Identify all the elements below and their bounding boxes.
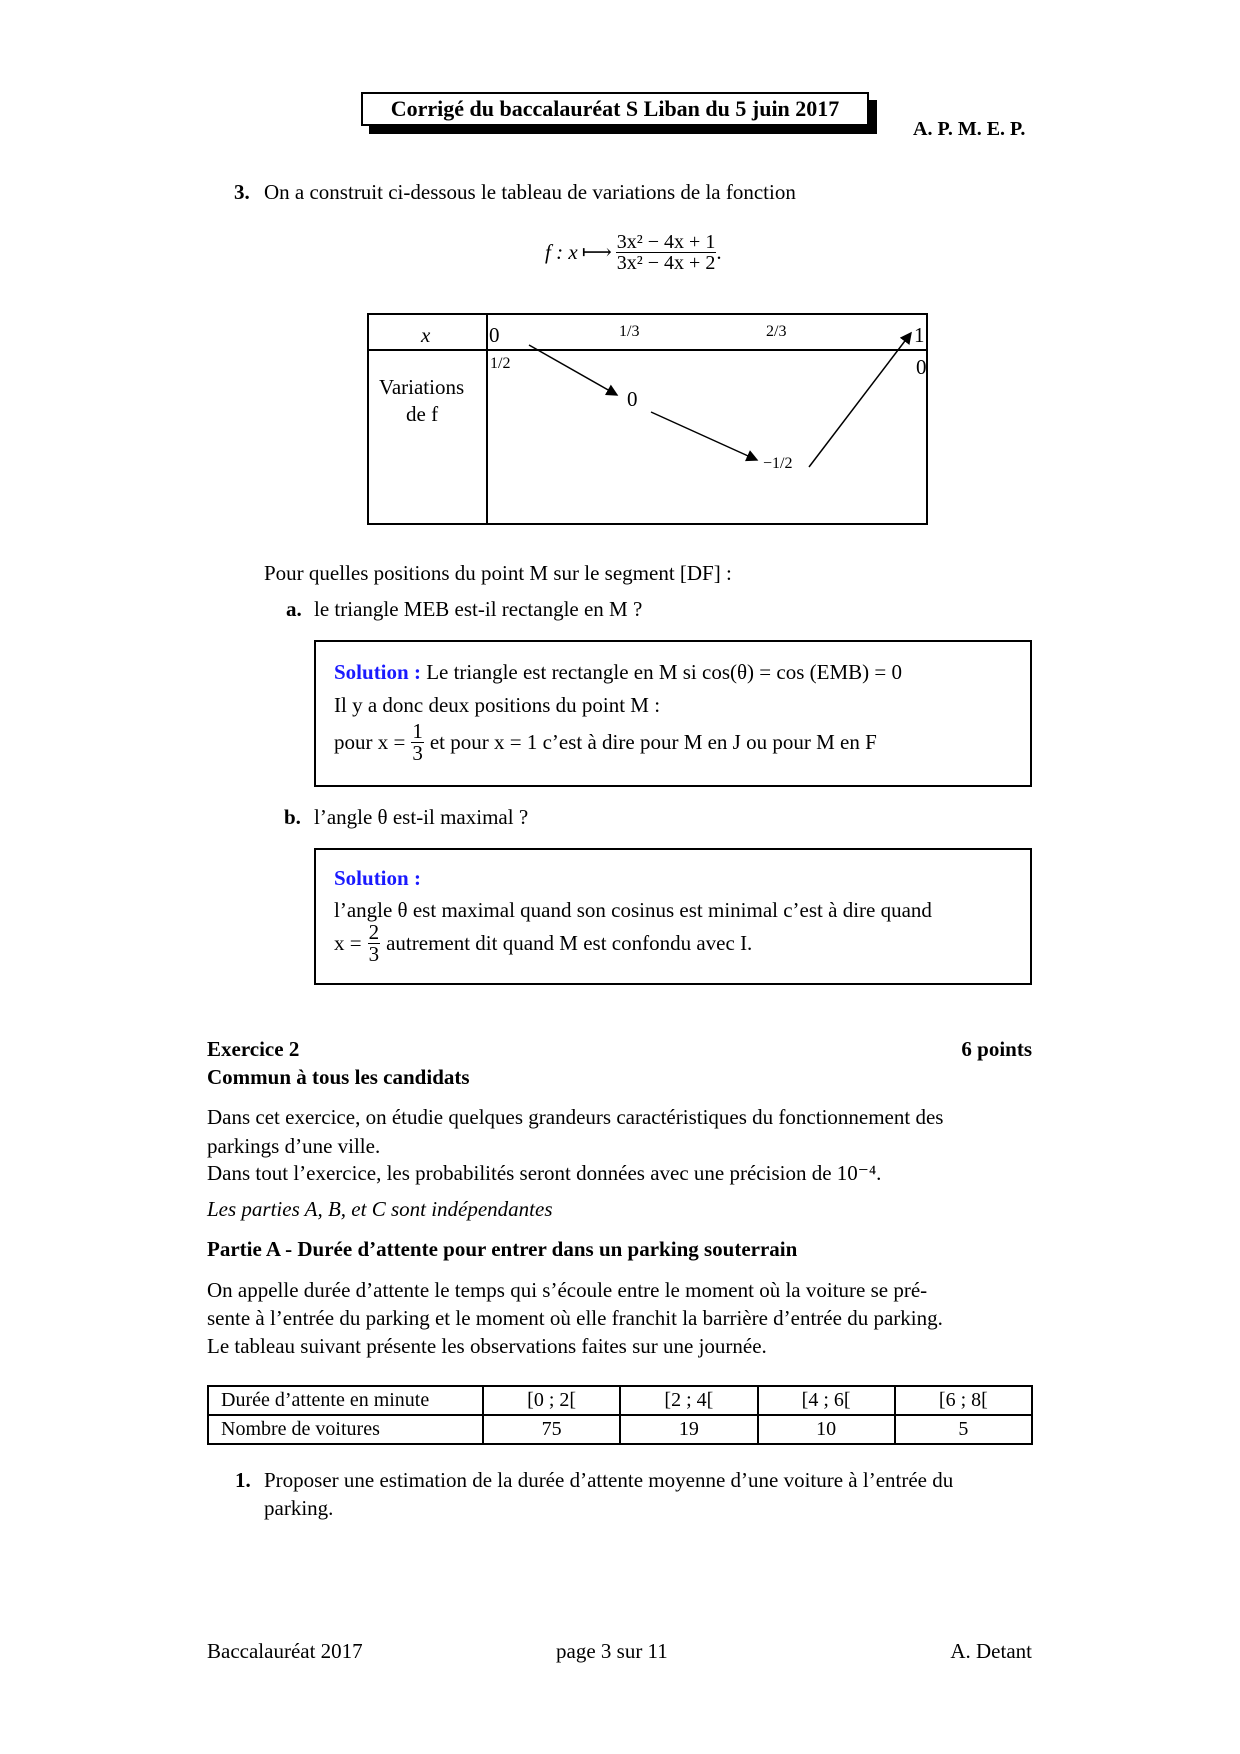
formula-denominator: 3x² − 4x + 2 xyxy=(616,252,716,274)
x-value: 1 xyxy=(914,323,925,347)
paragraph: Dans tout l’exercice, les probabilités seront données avec une précision de 10⁻⁴. xyxy=(207,1161,882,1185)
fraction xyxy=(411,721,424,764)
decreasing-arrow xyxy=(651,412,757,460)
formula-lhs: f : x xyxy=(545,240,578,264)
table-cell: [0 ; 2[ xyxy=(483,1386,620,1415)
numerator: 1 xyxy=(412,719,423,743)
solution-label: Solution : xyxy=(334,660,421,684)
question-number: 1. xyxy=(235,1468,251,1492)
solution-box-a xyxy=(314,640,1032,787)
waiting-time-table xyxy=(207,1385,1033,1445)
table-cell: 10 xyxy=(758,1415,895,1444)
document-title: Corrigé du baccalauréat S Liban du 5 juin 2017 xyxy=(361,92,869,126)
x-value: 2/3 xyxy=(766,323,787,340)
paragraph: parkings d’une ville. xyxy=(207,1134,381,1158)
solution-text: x = xyxy=(334,931,362,955)
solution-line: l’angle θ est maximal quand son cosinus est minimal c’est à dire quand xyxy=(334,898,932,922)
numerator: 2 xyxy=(368,920,380,944)
table-cell: 75 xyxy=(483,1415,620,1444)
footer-left: Baccalauréat 2017 xyxy=(207,1639,363,1663)
exercise-title: Exercice 2 xyxy=(207,1037,300,1061)
row-label: de f xyxy=(406,402,439,426)
table-cell: [2 ; 4[ xyxy=(620,1386,757,1415)
formula-numerator: 3x² − 4x + 1 xyxy=(616,231,716,253)
table-row xyxy=(208,1386,1032,1415)
question-text: parking. xyxy=(264,1496,334,1520)
part-a-text: le triangle MEB est-il rectangle en M ? xyxy=(314,597,643,621)
part-b-label: b. xyxy=(284,805,301,829)
solution-line-1 xyxy=(334,660,902,685)
formula-end: . xyxy=(716,240,722,264)
row-label: Variations xyxy=(379,375,465,399)
increasing-arrow xyxy=(809,333,911,467)
f-value: 1/2 xyxy=(490,355,511,372)
table-row xyxy=(208,1415,1032,1444)
x-value: 0 xyxy=(489,323,500,347)
paragraph: sente à l’entrée du parking et le moment où elle franchit la barrière d’entrée du parking. xyxy=(207,1306,943,1330)
solution-text: et pour x = 1 c’est à dire pour M en J ou pour M en F xyxy=(429,730,877,754)
solution-line xyxy=(334,721,877,764)
table-cell: Nombre de voitures xyxy=(208,1415,483,1444)
part-a-title: Partie A - Durée d’attente pour entrer dans un parking souterrain xyxy=(207,1237,798,1261)
paragraph: On appelle durée d’attente le temps qui s’écoule entre le moment où la voiture se pré- xyxy=(207,1278,928,1302)
question-number: 3. xyxy=(234,180,250,204)
paragraph: Le tableau suivant présente les observations faites sur une journée. xyxy=(207,1334,767,1358)
variation-table xyxy=(367,313,928,525)
denominator: 3 xyxy=(412,741,423,765)
f-value: −1/2 xyxy=(763,455,793,472)
question-text: On a construit ci-dessous le tableau de variations de la fonction xyxy=(264,180,796,204)
solution-text: autrement dit quand M est confondu avec I. xyxy=(386,931,753,955)
maps-to-arrow-icon: ⟼ xyxy=(581,240,612,264)
paragraph: Les parties A, B, et C sont indépendantes xyxy=(207,1197,553,1221)
denominator: 3 xyxy=(368,942,380,966)
x-value: 1/3 xyxy=(619,323,640,340)
exercise-points: 6 points xyxy=(961,1037,1032,1061)
part-b-text: l’angle θ est-il maximal ? xyxy=(314,805,529,829)
f-value: 0 xyxy=(916,355,927,379)
variation-arrows xyxy=(369,315,930,527)
fraction xyxy=(368,922,381,965)
footer-author: A. Detant xyxy=(950,1639,1032,1663)
solution-box-b xyxy=(314,848,1032,985)
paragraph: Dans cet exercice, on étudie quelques grandeurs caractéristiques du fonctionnement des xyxy=(207,1105,944,1129)
solution-line: Le triangle est rectangle en M si cos(θ) = cos (EMB) = 0 xyxy=(426,660,902,684)
table-cell: [4 ; 6[ xyxy=(758,1386,895,1415)
function-formula xyxy=(545,232,722,273)
solution-text: pour x = xyxy=(334,730,406,754)
footer-page: page 3 sur 11 xyxy=(556,1639,668,1663)
question-prompt: Pour quelles positions du point M sur le segment [DF] : xyxy=(264,561,732,585)
exercise-subtitle: Commun à tous les candidats xyxy=(207,1065,470,1089)
table-cell: Durée d’attente en minute xyxy=(208,1386,483,1415)
solution-line: Il y a donc deux positions du point M : xyxy=(334,693,661,717)
question-text: Proposer une estimation de la durée d’attente moyenne d’une voiture à l’entrée du xyxy=(264,1468,954,1492)
table-cell: 19 xyxy=(620,1415,757,1444)
org-label: A. P. M. E. P. xyxy=(913,118,1026,140)
f-value: 0 xyxy=(627,387,638,411)
solution-line xyxy=(334,922,752,965)
table-cell: [6 ; 8[ xyxy=(895,1386,1032,1415)
table-cell: 5 xyxy=(895,1415,1032,1444)
part-a-label: a. xyxy=(286,597,302,621)
decreasing-arrow xyxy=(529,345,617,395)
x-label: x xyxy=(421,323,431,347)
solution-label: Solution : xyxy=(334,866,421,890)
